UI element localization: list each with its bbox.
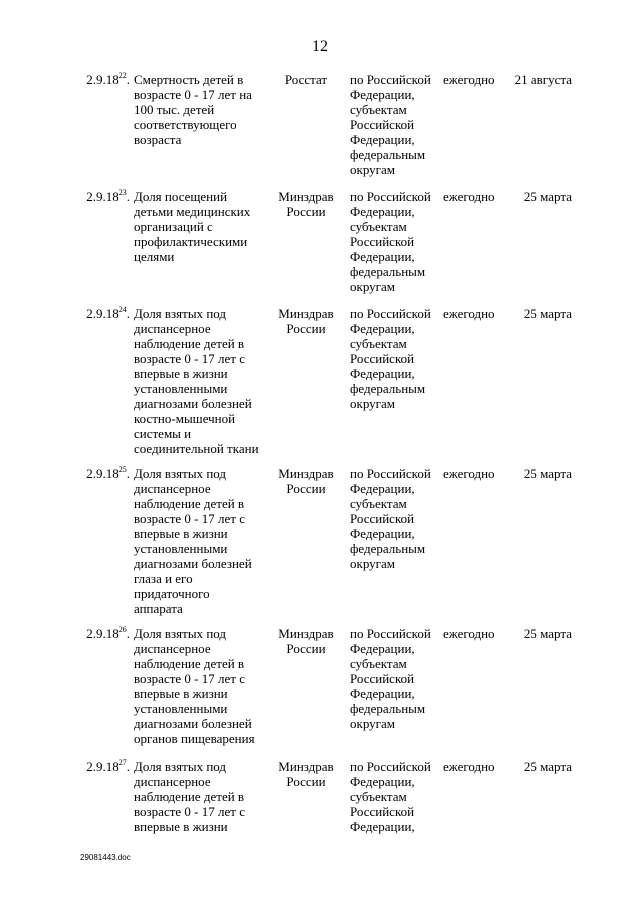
indicator-code <box>76 759 130 774</box>
indicator-name-line: диспансерное <box>134 774 211 789</box>
indicator-name-line: впервые в жизни <box>134 686 228 701</box>
indicator-code <box>76 466 130 481</box>
agency-line: России <box>286 641 326 656</box>
indicator-name-line: детьми медицинских <box>134 204 251 219</box>
periodicity: ежегодно <box>443 189 495 204</box>
agency-line: России <box>286 204 326 219</box>
indicator-code <box>76 189 130 204</box>
code-superscript: 22 <box>118 70 127 80</box>
indicator-name-line: установленными <box>134 381 228 396</box>
level-line: округам <box>350 716 395 731</box>
level-line: по Российской <box>350 466 431 481</box>
level-line: Федерации, <box>350 321 415 336</box>
level-line: Федерации, <box>350 87 415 102</box>
aggregation-level <box>350 306 438 411</box>
indicator-name <box>134 626 264 746</box>
responsible-agency <box>272 626 340 656</box>
code-suffix: . <box>126 466 130 481</box>
indicator-name-line: соответствующего <box>134 117 237 132</box>
indicator-name-line: костно-мышечной <box>134 411 236 426</box>
indicator-name-line: впервые в жизни <box>134 819 228 834</box>
agency-line: Минздрав <box>278 759 334 774</box>
indicator-name-line: Доля взятых под <box>134 466 227 481</box>
level-line: субъектам <box>350 102 407 117</box>
aggregation-level <box>350 466 438 571</box>
indicator-name-line: установленными <box>134 701 228 716</box>
indicator-name-line: организаций с <box>134 219 213 234</box>
table-row <box>0 466 640 626</box>
indicator-name <box>134 189 264 264</box>
indicator-name-line: Доля взятых под <box>134 759 227 774</box>
level-line: по Российской <box>350 189 431 204</box>
indicator-name-line: возраста <box>134 132 182 147</box>
code-base: 2.9.18 <box>86 759 119 774</box>
level-line: субъектам <box>350 656 407 671</box>
indicator-name-line: диагнозами болезней <box>134 716 252 731</box>
indicator-name-line: возрасте 0 - 17 лет с <box>134 671 245 686</box>
level-line: Российской <box>350 234 415 249</box>
indicator-name <box>134 466 264 616</box>
aggregation-level <box>350 759 438 834</box>
indicator-name-line: впервые в жизни <box>134 526 228 541</box>
agency-line: России <box>286 774 326 789</box>
indicator-name-line: 100 тыс. детей <box>134 102 215 117</box>
code-base: 2.9.18 <box>86 626 119 641</box>
indicator-name-line: установленными <box>134 541 228 556</box>
level-line: Федерации, <box>350 686 415 701</box>
code-base: 2.9.18 <box>86 72 119 87</box>
code-base: 2.9.18 <box>86 189 119 204</box>
submission-date: 25 марта <box>523 626 572 641</box>
level-line: федеральным <box>350 264 426 279</box>
level-line: по Российской <box>350 306 431 321</box>
indicator-name-line: наблюдение детей в <box>134 789 245 804</box>
responsible-agency <box>272 466 340 496</box>
level-line: по Российской <box>350 626 431 641</box>
indicator-name <box>134 72 264 147</box>
indicator-name-line: органов пищеварения <box>134 731 255 746</box>
indicator-name-line: возрасте 0 - 17 лет с <box>134 511 245 526</box>
level-line: Российской <box>350 117 415 132</box>
indicator-name <box>134 759 264 834</box>
level-line: Федерации, <box>350 819 415 834</box>
agency-line: Минздрав <box>278 189 334 204</box>
indicator-name-line: целями <box>134 249 175 264</box>
indicator-name-line: диагнозами болезней <box>134 556 252 571</box>
table-row <box>0 306 640 466</box>
level-line: Федерации, <box>350 641 415 656</box>
code-suffix: . <box>126 72 130 87</box>
level-line: федеральным <box>350 541 426 556</box>
indicator-name-line: наблюдение детей в <box>134 496 245 511</box>
table-row <box>0 72 640 189</box>
periodicity: ежегодно <box>443 466 495 481</box>
level-line: по Российской <box>350 72 431 87</box>
level-line: Федерации, <box>350 204 415 219</box>
level-line: округам <box>350 396 395 411</box>
code-suffix: . <box>126 306 130 321</box>
level-line: субъектам <box>350 789 407 804</box>
indicator-name-line: Доля посещений <box>134 189 228 204</box>
periodicity: ежегодно <box>443 759 495 774</box>
indicator-name-line: Доля взятых под <box>134 306 227 321</box>
indicator-code <box>76 626 130 641</box>
indicator-name-line: наблюдение детей в <box>134 336 245 351</box>
table-row <box>0 189 640 306</box>
code-suffix: . <box>126 626 130 641</box>
indicator-code <box>76 306 130 321</box>
level-line: Федерации, <box>350 526 415 541</box>
indicator-name-line: глаза и его <box>134 571 193 586</box>
indicator-name-line: возрасте 0 - 17 лет с <box>134 804 245 819</box>
indicator-name-line: придаточного <box>134 586 210 601</box>
responsible-agency <box>272 189 340 219</box>
indicator-name-line: Доля взятых под <box>134 626 227 641</box>
indicator-name-line: возрасте 0 - 17 лет на <box>134 87 252 102</box>
level-line: округам <box>350 279 395 294</box>
level-line: Российской <box>350 351 415 366</box>
submission-date: 21 августа <box>514 72 572 87</box>
file-name-footer: 29081443.doc <box>80 853 131 862</box>
table-row <box>0 626 640 759</box>
code-suffix: . <box>126 759 130 774</box>
indicator-table <box>0 72 640 839</box>
code-superscript: 26 <box>118 624 127 634</box>
level-line: Российской <box>350 804 415 819</box>
code-superscript: 23 <box>118 187 127 197</box>
code-base: 2.9.18 <box>86 306 119 321</box>
level-line: округам <box>350 162 395 177</box>
code-suffix: . <box>126 189 130 204</box>
responsible-agency <box>272 306 340 336</box>
page-number: 12 <box>312 38 328 55</box>
level-line: Российской <box>350 511 415 526</box>
responsible-agency <box>272 759 340 789</box>
indicator-name <box>134 306 264 456</box>
periodicity: ежегодно <box>443 306 495 321</box>
level-line: субъектам <box>350 336 407 351</box>
indicator-name-line: диагнозами болезней <box>134 396 252 411</box>
agency-line: Росстат <box>284 72 328 87</box>
level-line: Федерации, <box>350 774 415 789</box>
indicator-name-line: впервые в жизни <box>134 366 228 381</box>
code-superscript: 27 <box>118 757 127 767</box>
submission-date: 25 марта <box>523 189 572 204</box>
agency-line: России <box>286 321 326 336</box>
aggregation-level <box>350 72 438 177</box>
indicator-name-line: наблюдение детей в <box>134 656 245 671</box>
level-line: Федерации, <box>350 366 415 381</box>
level-line: по Российской <box>350 759 431 774</box>
indicator-name-line: диспансерное <box>134 641 211 656</box>
level-line: субъектам <box>350 496 407 511</box>
submission-date: 25 марта <box>523 466 572 481</box>
level-line: федеральным <box>350 701 426 716</box>
submission-date: 25 марта <box>523 306 572 321</box>
table-row <box>0 759 640 839</box>
level-line: субъектам <box>350 219 407 234</box>
level-line: федеральным <box>350 381 426 396</box>
indicator-code <box>76 72 130 87</box>
indicator-name-line: аппарата <box>134 601 183 616</box>
agency-line: Минздрав <box>278 306 334 321</box>
indicator-name-line: соединительной ткани <box>134 441 259 456</box>
level-line: федеральным <box>350 147 426 162</box>
indicator-name-line: возрасте 0 - 17 лет с <box>134 351 245 366</box>
submission-date: 25 марта <box>523 759 572 774</box>
agency-line: России <box>286 481 326 496</box>
level-line: Федерации, <box>350 249 415 264</box>
agency-line: Минздрав <box>278 626 334 641</box>
code-base: 2.9.18 <box>86 466 119 481</box>
indicator-name-line: Смертность детей в <box>134 72 244 87</box>
periodicity: ежегодно <box>443 626 495 641</box>
indicator-name-line: профилактическими <box>134 234 248 249</box>
level-line: Российской <box>350 671 415 686</box>
aggregation-level <box>350 189 438 294</box>
level-line: Федерации, <box>350 481 415 496</box>
code-superscript: 25 <box>118 464 127 474</box>
level-line: Федерации, <box>350 132 415 147</box>
agency-line: Минздрав <box>278 466 334 481</box>
periodicity: ежегодно <box>443 72 495 87</box>
indicator-name-line: диспансерное <box>134 481 211 496</box>
aggregation-level <box>350 626 438 731</box>
indicator-name-line: диспансерное <box>134 321 211 336</box>
level-line: округам <box>350 556 395 571</box>
code-superscript: 24 <box>118 304 127 314</box>
indicator-name-line: системы и <box>134 426 192 441</box>
responsible-agency <box>272 72 340 87</box>
